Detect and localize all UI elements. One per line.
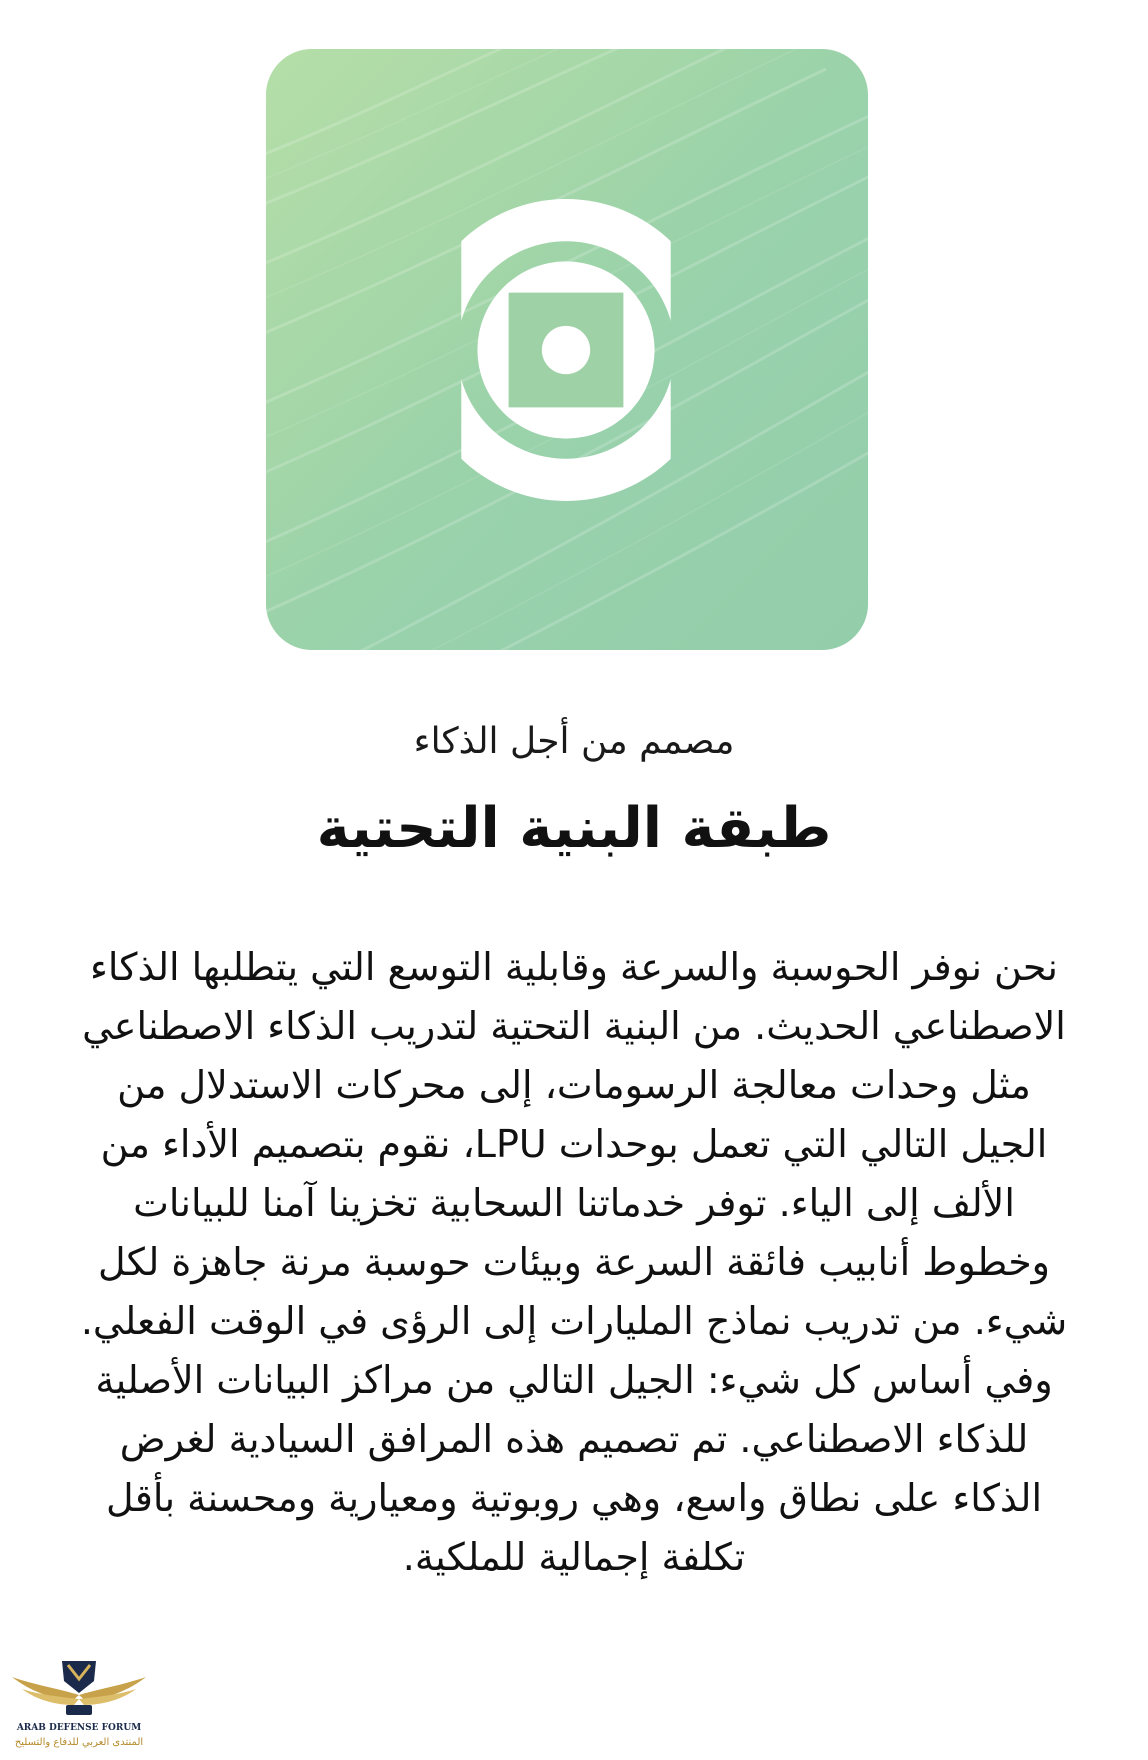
body-paragraph: نحن نوفر الحوسبة والسرعة وقابلية التوسع التي يتطلبها الذكاء الاصطناعي الحديث. من البنية التحتية لتدريب الذكاء الاصطناعي مثل وحدات معالجة الرسومات، إلى محركات الاستدلال من الجيل التالي التي تعمل بوحدات LPU، نقوم بتصميم الأداء من الألف إلى الياء. توفر خدماتنا السحابية تخزينا آمنا للبيانات وخطوط أنابيب فائقة السرعة وبيئات حوسبة مرنة جاهزة لكل شيء. من تدريب نماذج المليارات إلى الرؤى في الوقت الفعلي. وفي أساس كل شيء: الجيل التالي من مراكز البيانات الأصلية للذكاء الاصطناعي. تم تصميم هذه المرافق السيادية لغرض الذكاء على نطاق واسع، وهي روبوتية ومعيارية ومحسنة بأقل تكلفة إجمالية للملكية.: [80, 945, 1068, 1579]
page-title: طبقة البنية التحتية: [316, 796, 832, 861]
hero-image: [266, 49, 868, 650]
section-eyebrow: مصمم من أجل الذكاء: [413, 721, 735, 762]
infrastructure-emblem-icon: [415, 199, 717, 501]
arab-defense-forum-logo-icon: [10, 1655, 148, 1721]
watermark-name-ar: المنتدى العربي للدفاع والتسليح: [14, 1737, 144, 1748]
watermark-name-en: ARAB DEFENSE FORUM: [16, 1723, 142, 1733]
watermark: [10, 1655, 148, 1755]
